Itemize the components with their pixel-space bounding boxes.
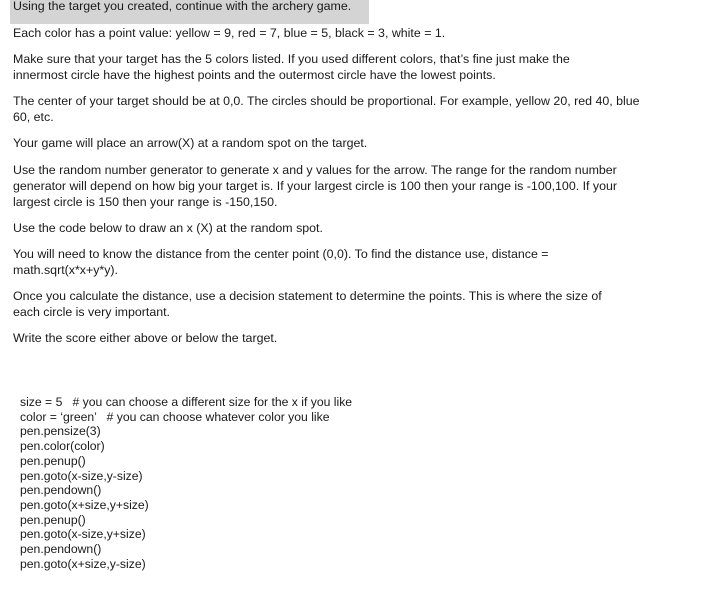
highlighted-heading: Using the target you created, continue with the archery game. <box>10 0 369 24</box>
code-line: pen.pensize(3) <box>20 424 101 439</box>
paragraph-write-score: Write the score either above or below the target. <box>13 331 278 345</box>
paragraph-point-values: Each color has a point value: yellow = 9, red = 7, blue = 5, black = 3, white = 1. <box>13 26 446 40</box>
code-line: pen.penup() <box>20 453 86 468</box>
paragraph-arrow-placement: Your game will place an arrow(X) at a random spot on the target. <box>13 136 368 150</box>
paragraph-draw-x: Use the code below to draw an x (X) at the random spot. <box>13 221 323 235</box>
paragraph-center-target: The center of your target should be at 0,0. The circles should be proportional. For example, yellow 20, red 40, blue 60, etc. <box>13 94 640 124</box>
paragraph-decision-statement: Once you calculate the distance, use a decision statement to determine the points. This is where the size of each circle is very important. <box>13 289 602 319</box>
code-line: pen.goto(x+size,y+size) <box>20 497 149 512</box>
code-line: pen.color(color) <box>20 439 105 454</box>
paragraph-five-colors: Make sure that your target has the 5 colors listed. If you used different colors, that’s fine just make the innermost circle have the highest points and the outermost circle have the lowest points. <box>13 52 570 82</box>
code-line: pen.pendown() <box>20 483 102 498</box>
code-line: pen.goto(x-size,y-size) <box>20 468 143 483</box>
code-line: pen.penup() <box>20 512 86 527</box>
code-line: size = 5 # you can choose a different size for the x if you like <box>20 395 353 409</box>
paragraph-distance: You will need to know the distance from the center point (0,0). To find the distance use, distance = math.sqrt(x*x+y*y). <box>13 247 549 277</box>
code-block <box>20 395 520 571</box>
code-line: pen.goto(x-size,y+size) <box>20 527 146 542</box>
code-line: color = ‘green’ # you can choose whatever color you like <box>20 409 330 424</box>
paragraph-random-generator: Use the random number generator to generate x and y values for the arrow. The range for the random number generator will depend on how big your target is. If your largest circle is 100 then your range is -100,100. If your largest circle is 150 then your range is -150,150. <box>13 163 618 209</box>
code-line: pen.pendown() <box>20 542 102 557</box>
code-line: pen.goto(x+size,y-size) <box>20 556 146 571</box>
